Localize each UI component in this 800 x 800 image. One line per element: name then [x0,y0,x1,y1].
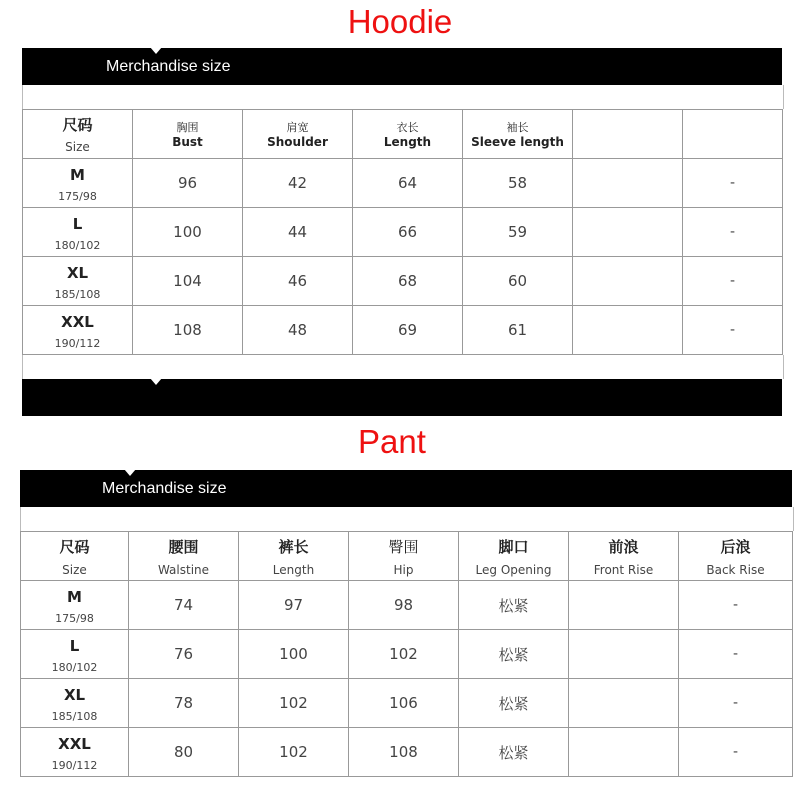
value-cell: - [679,630,793,679]
hoodie-spacer [22,85,784,109]
table-row [23,306,783,355]
size-cell: L 180/102 [23,208,133,257]
hoodie-size-table [22,109,783,355]
header-cell-sleeve: 袖长 Sleeve length [463,110,573,159]
value-cell: 44 [243,208,353,257]
value-cell: 97 [239,581,349,630]
value-cell: 96 [133,159,243,208]
value-cell: 102 [239,728,349,777]
table-row [21,728,793,777]
value-cell: 102 [239,679,349,728]
pant-bar-label: Merchandise size [102,480,227,497]
value-cell: 100 [133,208,243,257]
value-cell: 100 [239,630,349,679]
table-header-row [21,532,793,581]
value-cell: - [679,728,793,777]
table-row [23,159,783,208]
value-cell: 61 [463,306,573,355]
header-cell-leg-opening: 脚口 Leg Opening [459,532,569,581]
value-cell: 80 [129,728,239,777]
value-cell: - [679,581,793,630]
value-cell: 98 [349,581,459,630]
value-cell: 48 [243,306,353,355]
hoodie-bar-label: Merchandise size [106,58,231,75]
bar-notch-icon [150,378,162,385]
header-cell-empty [683,110,783,159]
pant-header-bar [20,470,792,507]
value-cell: 68 [353,257,463,306]
size-cell: XL 185/108 [23,257,133,306]
size-cell: XL 185/108 [21,679,129,728]
value-cell: 松紧 [459,679,569,728]
value-cell: 108 [349,728,459,777]
value-cell: 59 [463,208,573,257]
hoodie-footer-bar [22,379,782,416]
value-cell: 42 [243,159,353,208]
value-cell [573,257,683,306]
header-cell-bust: 胸围 Bust [133,110,243,159]
value-cell [573,159,683,208]
value-cell: 60 [463,257,573,306]
table-row [23,257,783,306]
pant-size-table [20,531,793,777]
value-cell [569,728,679,777]
header-cell-waist: 腰围 Walstine [129,532,239,581]
header-cell-empty [573,110,683,159]
size-cell: M 175/98 [21,581,129,630]
table-row [21,679,793,728]
value-cell: - [683,159,783,208]
value-cell: - [679,679,793,728]
value-cell: 76 [129,630,239,679]
value-cell [573,208,683,257]
value-cell: 74 [129,581,239,630]
value-cell [569,679,679,728]
value-cell: 78 [129,679,239,728]
header-cell-hip: 臀围 Hip [349,532,459,581]
value-cell: 69 [353,306,463,355]
table-row [21,630,793,679]
pant-title: Pant [358,423,426,460]
value-cell: - [683,257,783,306]
value-cell [569,630,679,679]
size-cell: XXL 190/112 [21,728,129,777]
header-cell-front-rise: 前浪 Front Rise [569,532,679,581]
value-cell [573,306,683,355]
value-cell: - [683,306,783,355]
bar-notch-icon [124,469,136,476]
hoodie-bottom-spacer [22,355,784,379]
hoodie-title: Hoodie [347,3,453,40]
value-cell: 104 [133,257,243,306]
table-header-row [23,110,783,159]
value-cell: 106 [349,679,459,728]
header-cell-shoulder: 肩宽 Shoulder [243,110,353,159]
value-cell: - [683,208,783,257]
size-cell: L 180/102 [21,630,129,679]
header-cell-back-rise: 后浪 Back Rise [679,532,793,581]
header-cell-length: 裤长 Length [239,532,349,581]
table-row [23,208,783,257]
value-cell: 108 [133,306,243,355]
header-cell-size: 尺码 Size [23,110,133,159]
value-cell: 松紧 [459,581,569,630]
value-cell: 58 [463,159,573,208]
value-cell: 松紧 [459,728,569,777]
table-row [21,581,793,630]
value-cell: 64 [353,159,463,208]
size-cell: M 175/98 [23,159,133,208]
value-cell: 102 [349,630,459,679]
bar-notch-icon [150,47,162,54]
size-cell: XXL 190/112 [23,306,133,355]
value-cell: 46 [243,257,353,306]
pant-spacer [20,507,794,531]
value-cell [569,581,679,630]
header-cell-size: 尺码 Size [21,532,129,581]
value-cell: 松紧 [459,630,569,679]
header-cell-length: 衣长 Length [353,110,463,159]
value-cell: 66 [353,208,463,257]
hoodie-header-bar [22,48,782,85]
